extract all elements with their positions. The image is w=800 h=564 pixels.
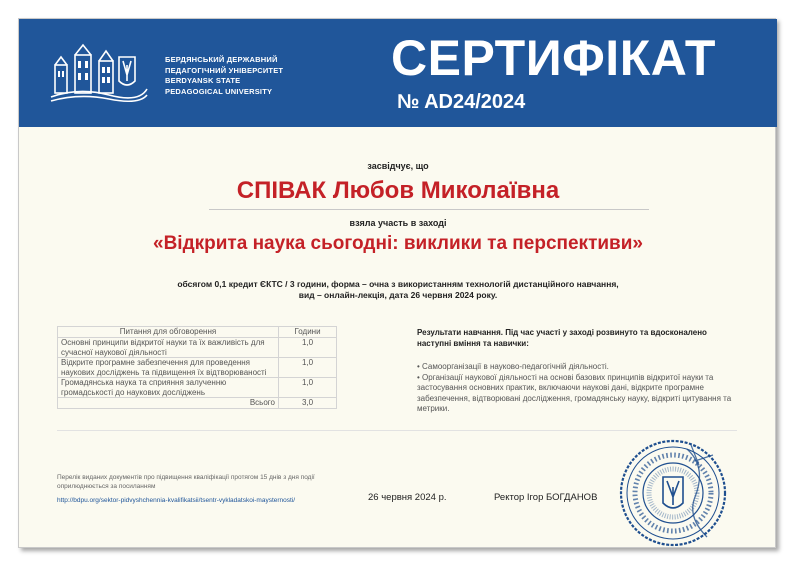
topic-cell: Основні принципи відкритої науки та їх важливість для сучасної наукової діяльності	[58, 338, 279, 358]
university-logo-icon	[49, 43, 149, 103]
certificate	[18, 18, 776, 548]
section-divider	[57, 430, 737, 431]
certifies-label: засвідчує, що	[367, 161, 429, 171]
footnote	[57, 474, 357, 506]
certificate-header	[19, 19, 777, 127]
topic-cell: Громадянська наука та сприяння залученню громадськості до наукових досліджень	[58, 378, 279, 398]
topic-cell: Відкрите програмне забезпечення для проведення наукових досліджень та підвищення їх відтворюваності	[58, 358, 279, 378]
footnote-text: Перелік виданих документів про підвищення кваліфікації протягом 15 днів з дня події оприлюднюється за посиланням	[57, 474, 315, 490]
learning-results	[417, 328, 737, 415]
name-divider	[209, 209, 649, 210]
topics-table	[57, 326, 337, 409]
table-row	[58, 338, 337, 358]
hours-cell: 1,0	[279, 358, 337, 378]
topics-column-header: Питання для обговорення	[58, 327, 279, 338]
table-total-row	[58, 398, 337, 409]
participation-label: взяла участь в заході	[349, 218, 447, 228]
registry-link[interactable]: http://bdpu.org/sektor-pidvyshchennia-kvalifikatsii/tsentr-vykladatskoi-maysternosti/	[57, 497, 296, 504]
hours-cell: 1,0	[279, 378, 337, 398]
event-scope	[19, 279, 777, 301]
rector-signature: Ректор Ігор БОГДАНОВ	[494, 492, 598, 503]
university-seal-icon	[617, 437, 729, 549]
university-name-line: БЕРДЯНСЬКИЙ ДЕРЖАВНИЙ	[165, 55, 278, 64]
event-scope-line: обсягом 0,1 кредит ЄКТС / 3 години, форма – очна з використанням технологій дистанційного навчання,	[177, 279, 619, 289]
table-header-row	[58, 327, 337, 338]
results-heading: Результати навчання. Під час участі у заході розвинуто та вдосконалено наступні вміння та навички:	[417, 328, 707, 348]
recipient-name: СПІВАК Любов Миколаївна	[236, 177, 560, 204]
total-label: Всього	[58, 398, 279, 409]
table-row	[58, 378, 337, 398]
university-name-line: BERDYANSK STATE	[165, 76, 241, 85]
event-title: «Відкрита наука сьогодні: виклики та перспективи»	[153, 233, 643, 254]
university-name-line: ПЕДАГОГІЧНИЙ УНІВЕРСИТЕТ	[165, 65, 284, 75]
certificate-number: № AD24/2024	[397, 91, 526, 113]
results-item: • Організації наукової діяльності на основі базових принципів відкритої науки та застосування основних практик, включаючи наукові дані, відкрите програмне забезпечення, відтворювані дослідження, громадянську науку, відкриті цитування та метрики.	[417, 372, 732, 413]
total-hours: 3,0	[279, 398, 337, 409]
university-name	[165, 55, 283, 97]
results-item: • Самоорганізації в науково-педагогічній діяльності.	[417, 362, 609, 371]
issue-date: 26 червня 2024 р.	[368, 492, 447, 503]
table-row	[58, 358, 337, 378]
event-scope-line: вид – онлайн-лекція, дата 26 червня 2024 року.	[298, 290, 498, 300]
certificate-title: СЕРТИФІКАТ	[391, 30, 716, 86]
hours-cell: 1,0	[279, 338, 337, 358]
hours-column-header: Години	[279, 327, 337, 338]
university-name-line: PEDAGOGICAL UNIVERSITY	[165, 86, 273, 96]
